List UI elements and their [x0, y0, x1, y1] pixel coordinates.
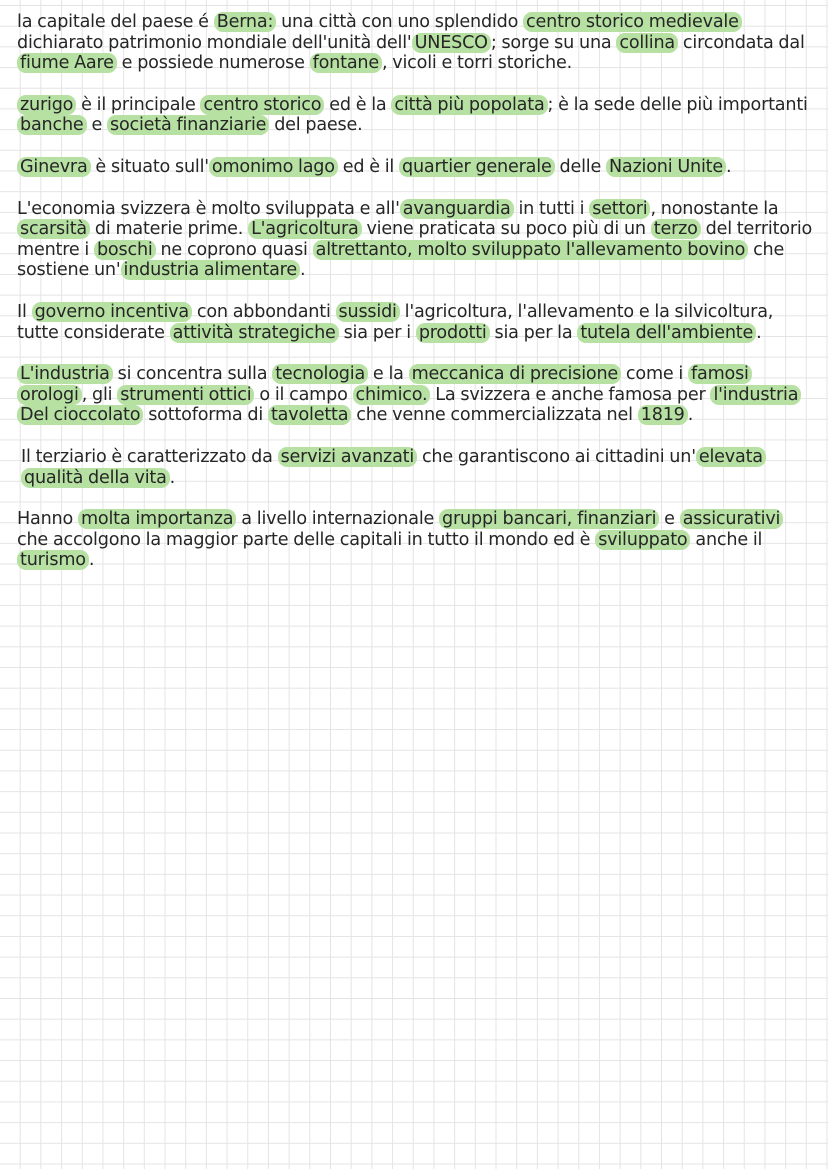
highlighted-text: sviluppato [595, 530, 690, 550]
text-run: a livello internazionale [236, 509, 440, 530]
highlighted-text: assicurativi [680, 509, 784, 529]
highlighted-text: strumenti ottici [117, 385, 254, 405]
paragraph-gruppi [17, 509, 817, 571]
text-run: viene praticata su poco più di un [361, 219, 651, 240]
highlighted-text: attività strategiche [170, 323, 339, 343]
highlighted-text: zurigo [17, 95, 76, 115]
highlighted-text: Berna: [214, 12, 276, 32]
text-run: L'economia svizzera è molto sviluppata e all' [17, 198, 400, 219]
highlighted-text: L'industria [17, 364, 113, 384]
text-run: . [299, 260, 306, 281]
text-run: e [86, 115, 107, 136]
paragraph-zurigo [17, 95, 817, 136]
paragraph-economia [17, 199, 817, 281]
text-run: che garantiscono ai cittadini un' [417, 446, 696, 467]
highlighted-text: Ginevra [17, 157, 91, 177]
highlighted-text: l'industria Del cioccolato [17, 385, 801, 426]
text-run: con abbondanti [191, 301, 336, 322]
highlighted-text: meccanica di precisione [409, 364, 621, 384]
highlighted-text: tecnologia [272, 364, 368, 384]
text-run: La svizzera e anche famosa per [430, 384, 711, 405]
text-run: delle [554, 156, 606, 177]
text-run: che venne commercializzata nel [351, 405, 638, 426]
highlighted-text: Nazioni Unite [606, 157, 726, 177]
highlighted-text: collina [616, 33, 678, 53]
paragraph-terziario [17, 447, 817, 488]
highlighted-text: avanguardia [400, 199, 514, 219]
highlighted-text: molta importanza [78, 509, 236, 529]
text-run: del territorio mentre i [17, 219, 813, 260]
highlighted-text: turismo [17, 550, 89, 570]
text-run: , nonostante la [650, 198, 779, 219]
text-run: . [88, 550, 95, 571]
highlighted-text: tavoletta [268, 405, 351, 425]
text-run: . [756, 322, 762, 343]
text-run: ; sorge su una [490, 32, 617, 53]
highlighted-text: settori [589, 199, 650, 219]
highlighted-text: altrettanto, molto sviluppato l'allevamento bovino [313, 240, 749, 260]
highlighted-text: tutela dell'ambiente [577, 323, 756, 343]
text-run: è il principale [76, 94, 201, 115]
highlighted-text: fiume Aare [17, 53, 117, 73]
paragraph-governo [17, 302, 817, 343]
text-run: ne coprono quasi [155, 239, 313, 260]
paragraph-industria [17, 364, 817, 426]
text-run: che accolgono la maggior parte delle capitali in tutto il mondo ed è [17, 529, 596, 550]
highlighted-text: terzo [651, 219, 701, 239]
highlighted-text: omonimo lago [209, 157, 338, 177]
text-run: . [687, 405, 694, 426]
text-run: . [169, 467, 176, 488]
text-run: in tutti i [513, 198, 590, 219]
highlighted-text: boschi [94, 240, 156, 260]
text-run: che sostiene un' [17, 239, 785, 281]
text-run: di materie prime. [90, 219, 249, 240]
highlighted-text: governo incentiva [32, 302, 192, 322]
text-run: l'agricoltura, l'allevamento e la silvicoltura, tutte considerate [17, 301, 774, 343]
highlighted-text: UNESCO [412, 33, 491, 53]
text-run: e possiede numerose [116, 53, 310, 74]
notes-page [17, 12, 817, 592]
highlighted-text: centro storico [200, 95, 324, 115]
highlighted-text: gruppi bancari, finanziari [439, 509, 659, 529]
highlighted-text: 1819 [638, 405, 688, 425]
highlighted-text: città più popolata [391, 95, 547, 115]
highlighted-text: industria alimentare [121, 260, 300, 280]
text-run: Il terziario è caratterizzato da [21, 446, 278, 467]
text-run: una città con uno splendido [276, 12, 524, 32]
text-run: circondata dal [678, 32, 805, 53]
highlighted-text: famosi orologi [17, 364, 752, 405]
text-run: dichiarato patrimonio mondiale dell'unità dell' [17, 32, 412, 53]
highlighted-text: società finanziarie [107, 115, 269, 135]
text-run: , gli [81, 384, 118, 405]
highlighted-text: quartier generale [399, 157, 555, 177]
text-run: Hanno [17, 509, 78, 530]
highlighted-text: L'agricoltura [248, 219, 362, 239]
text-run: , vicoli e torri storiche. [382, 53, 572, 74]
highlighted-text: centro storico medievale [523, 12, 742, 32]
text-run: sia per la [489, 322, 578, 343]
text-run: . [725, 156, 732, 177]
text-run: ed è il [337, 156, 399, 177]
text-run: si concentra sulla [112, 364, 273, 385]
text-run: è situato sull' [90, 156, 209, 177]
paragraph-berna [17, 12, 817, 74]
highlighted-text: sussidi [336, 302, 400, 322]
text-run: e [659, 509, 680, 530]
text-run: sia per i [338, 322, 416, 343]
text-run: del paese. [269, 115, 363, 136]
text-run: e la [368, 364, 409, 385]
highlighted-text: fontane [310, 53, 382, 73]
text-run: sottoforma di [143, 405, 268, 426]
highlighted-text: elevata qualità della vita [21, 447, 766, 488]
text-run: la capitale del paese é [17, 12, 214, 32]
highlighted-text: banche [17, 115, 87, 135]
text-run: come i [621, 364, 688, 385]
text-run: ; è la sede delle più importanti [547, 94, 808, 115]
highlighted-text: servizi avanzati [278, 447, 417, 467]
highlighted-text: chimico. [353, 385, 431, 405]
text-run: Il [17, 301, 32, 322]
highlighted-text: scarsità [17, 219, 90, 239]
text-run: anche il [690, 529, 763, 550]
highlighted-text: prodotti [416, 323, 490, 343]
text-run: o il campo [254, 384, 353, 405]
paragraph-ginevra [17, 157, 817, 178]
text-run: ed è la [324, 94, 392, 115]
